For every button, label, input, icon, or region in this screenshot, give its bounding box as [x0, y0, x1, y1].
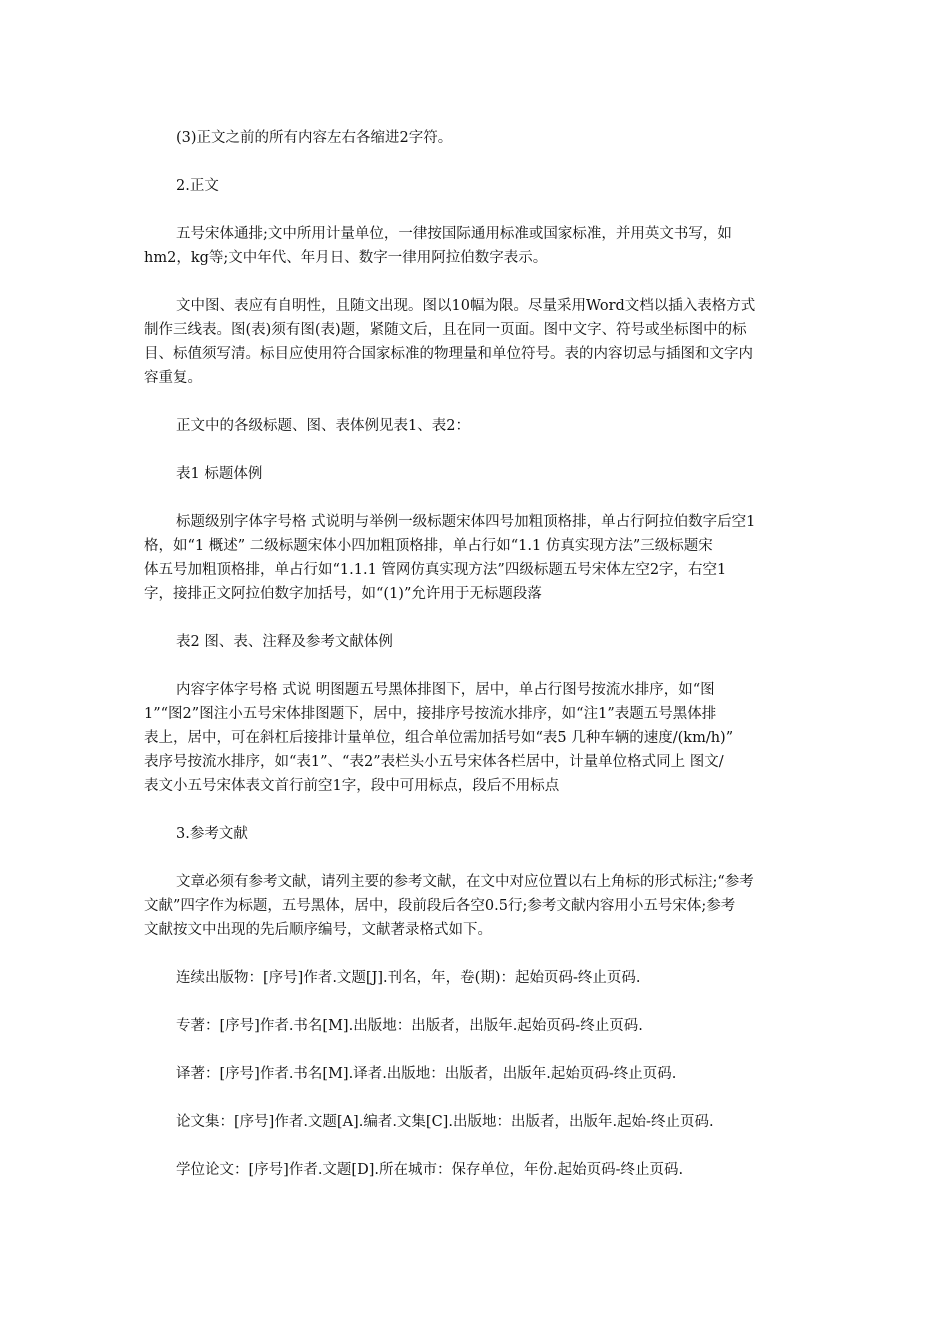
- ref-format-thesis: 学位论文：[序号]作者.文题[D].所在城市：保存单位，年份.起始页码-终止页码.: [176, 1162, 684, 1178]
- text-line: 表上，居中，可在斜杠后接排计量单位，组合单位需加括号如“表5 几种车辆的速度/(km/h)”: [144, 730, 734, 746]
- text-line: 格，如“1 概述” 二级标题宋体小四加粗顶格排，单占行如“1.1 仿真实现方法”三级标题宋: [144, 538, 713, 554]
- ref-format-monograph: 专著：[序号]作者.书名[M].出版地：出版者，出版年.起始页码-终止页码.: [176, 1018, 643, 1034]
- section-heading-body: 2.正文: [176, 178, 219, 194]
- paragraph-heading-examples: 正文中的各级标题、图、表体例见表1、表2：: [176, 418, 470, 434]
- paragraph-indent-rule: (3)正文之前的所有内容左右各缩进2字符。: [176, 130, 453, 146]
- text-line: 文中图、表应有自明性，且随文出现。图以10幅为限。尽量采用Word文档以插入表格方式: [176, 298, 756, 314]
- section-heading-references: 3.参考文献: [176, 826, 248, 842]
- ref-format-periodical: 连续出版物：[序号]作者.文题[J].刊名，年，卷(期)：起始页码-终止页码.: [176, 970, 641, 986]
- text-line: 目、标值须写清。标目应使用符合国家标准的物理量和单位符号。表的内容切忌与插图和文字内: [144, 346, 753, 362]
- text-line: 五号宋体通排;文中所用计量单位，一律按国际通用标准或国家标准，并用英文书写，如: [176, 226, 732, 242]
- text-line: 1”“图2”图注小五号宋体排图题下，居中，接排序号按流水排序，如“注1”表题五号黑体排: [144, 706, 717, 722]
- text-line: 文献”四字作为标题，五号黑体，居中，段前段后各空0.5行;参考文献内容用小五号宋体;参考: [144, 898, 736, 914]
- text-line: 内容字体字号格 式说 明图题五号黑体排图下，居中，单占行图号按流水排序，如“图: [176, 682, 715, 698]
- text-line: 标题级别字体字号格 式说明与举例一级标题宋体四号加粗顶格排，单占行阿拉伯数字后空1: [176, 514, 756, 530]
- table2-caption: 表2 图、表、注释及参考文献体例: [176, 634, 393, 650]
- text-line: 体五号加粗顶格排，单占行如“1.1.1 管网仿真实现方法”四级标题五号宋体左空2字，右空1: [144, 562, 727, 578]
- text-line: 文章必须有参考文献，请列主要的参考文献，在文中对应位置以右上角标的形式标注;“参考: [176, 874, 754, 890]
- table2-content: [144, 678, 804, 798]
- table1-caption: 表1 标题体例: [176, 466, 263, 482]
- ref-format-translation: 译著：[序号]作者.书名[M].译者.出版地：出版者，出版年.起始页码-终止页码.: [176, 1066, 677, 1082]
- text-line: 表序号按流水排序，如“表1”、“表2”表栏头小五号宋体各栏居中，计量单位格式同上 图文/: [144, 754, 724, 770]
- text-line: 字，接排正文阿拉伯数字加括号，如“(1)”允许用于无标题段落: [144, 586, 542, 602]
- paragraph-body-units-lines: [144, 222, 804, 270]
- paragraph-references-rules: [144, 870, 804, 942]
- ref-format-proceedings: 论文集：[序号]作者.文题[A].编者.文集[C].出版地：出版者，出版年.起始-终止页码.: [176, 1114, 714, 1130]
- text-line: 制作三线表。图(表)须有图(表)题，紧随文后，且在同一页面。图中文字、符号或坐标图中的标: [144, 322, 747, 338]
- paragraph-figures-tables: [144, 294, 804, 390]
- text-line: 表文小五号宋体表文首行前空1字，段中可用标点，段后不用标点: [144, 778, 560, 794]
- table1-content: [144, 510, 804, 606]
- text-line: 文献按文中出现的先后顺序编号，文献著录格式如下。: [144, 922, 492, 938]
- text-line: 容重复。: [144, 370, 202, 386]
- text-line: hm2，kg等;文中年代、年月日、数字一律用阿拉伯数字表示。: [144, 250, 548, 266]
